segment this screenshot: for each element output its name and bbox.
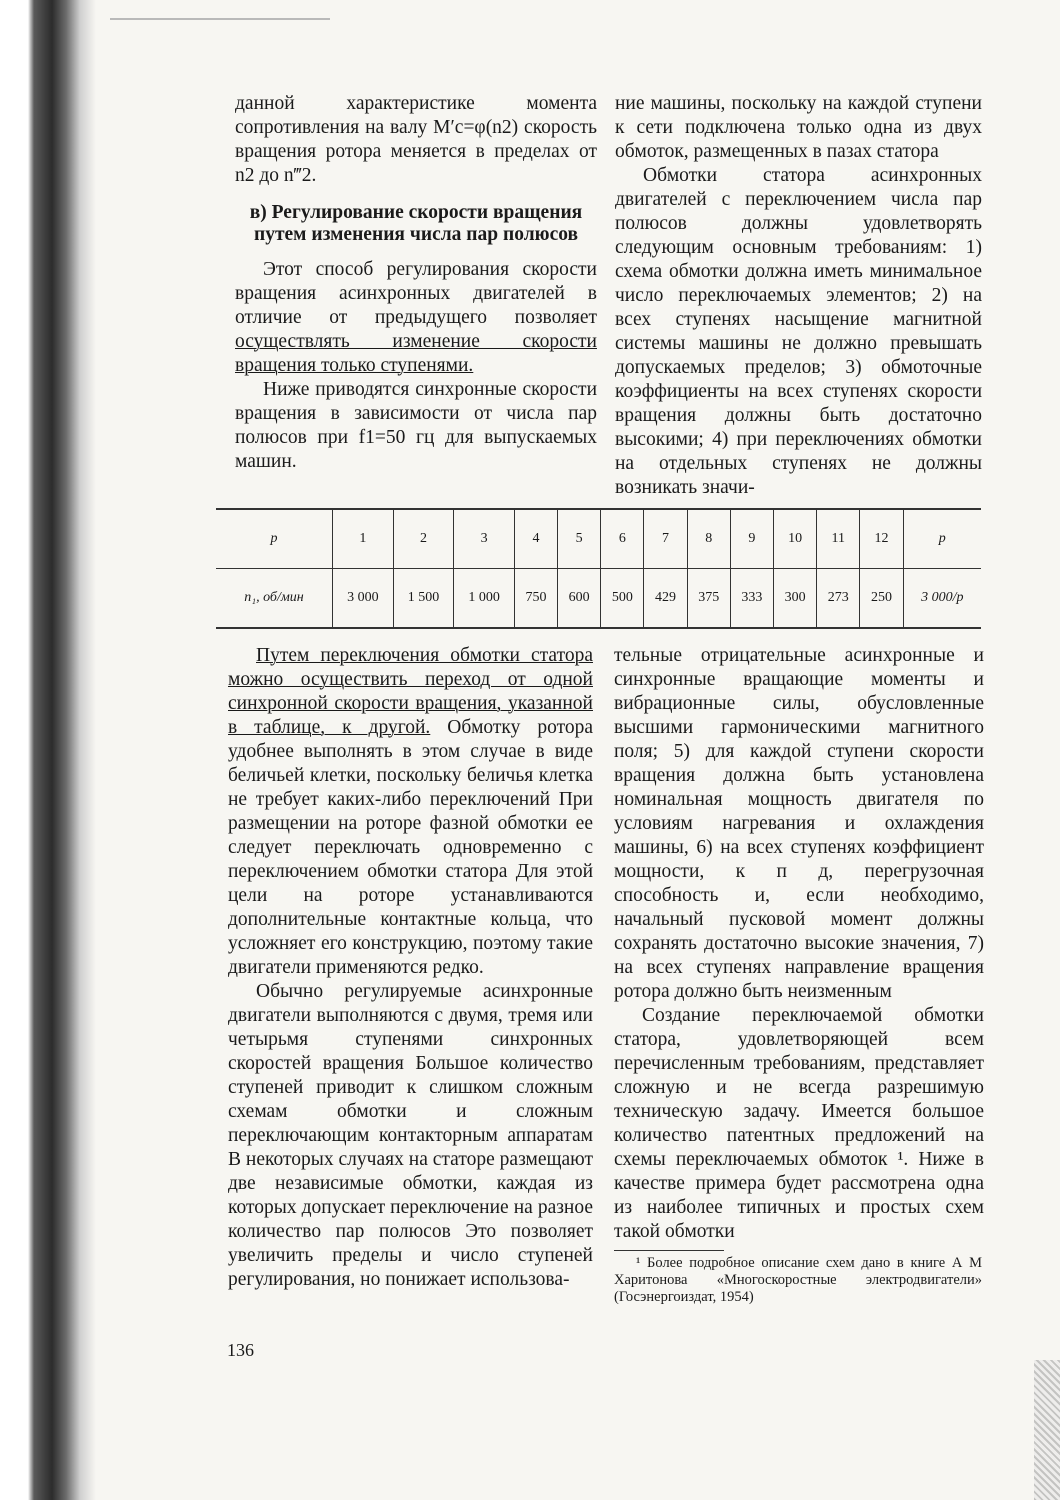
row-label: n₁, об/мин — [216, 569, 333, 629]
table-cell: 375 — [687, 569, 730, 629]
paragraph: данной характеристике момента сопротивления на валу M′c=φ(n2) скорость вращения ротора меняется в пределах от n2 до n‴2. — [235, 93, 597, 186]
table-cell: 333 — [730, 569, 773, 629]
table-cell: p — [903, 509, 981, 569]
table-cell: 429 — [644, 569, 687, 629]
table-cell: 750 — [514, 569, 557, 629]
page-number: 136 — [227, 1340, 254, 1360]
bottom-left-column — [228, 644, 593, 1292]
table-cell: 10 — [774, 509, 817, 569]
paragraph — [235, 258, 597, 378]
table-cell: 1 — [333, 509, 394, 569]
table-cell: 11 — [817, 509, 860, 569]
footnote: ¹ Более подробное описание схем дано в книге А М Харитонова «Многоскоростные электродвигатели» (Госэнергоиздат, 1954) — [614, 1255, 982, 1305]
paragraph: тельные отрицательные асинхронные и синхронные вращающие моменты и вибрационные силы, обусловленные высшими гармоническими магнитного поля; 5) для каждой ступени скорости вращения должна быть установлена номинальная мощность двигателя по условиям нагревания и охлаждения машины, 6) на всех ступенях коэффициент мощности, к п д, перегрузочная способность и, если необходимо, начальный пусковой момент должны сохранять достаточно высокие значения, 7) на всех ступенях направление вращения ротора должно быть неизменным — [614, 645, 984, 1002]
row-label: p — [216, 509, 333, 569]
table-cell: 1 000 — [454, 569, 515, 629]
table-row — [216, 509, 981, 569]
paragraph-text: Обмотку ротора удобнее выполнять в этом случае в виде беличьей клетки, поскольку беличья клетка не требует каких-либо переключений При размещении на роторе фазной обмотки ее следует переключать одновременно с переключением обмотки статора Для этой цели на роторе устанавливаются дополнительные контактные кольца, что усложняет его конструкцию, поэтому такие двигатели применяются редко. — [228, 717, 593, 978]
top-right-column — [615, 92, 982, 500]
section-heading: в) Регулирование скорости вращения путем изменения числа пар полюсов — [249, 202, 583, 245]
paragraph: Обмотки статора асинхронных двигателей с переключением числа пар полюсов должны удовлетворять следующим основным требованиям: 1) схема обмотки должна иметь минимальное число переключаемых элементов; 2) на всех ступенях насыщение магнитной системы машины не должно превышать допускаемых пределов; 3) обмоточные коэффициенты на всех ступенях скорости вращения должны быть достаточно высокими; 4) при переключениях обмотки на отдельных ступенях не должны возникать значи- — [615, 165, 982, 498]
underlined-text: Путем переключения обмотки статора можно осуществить переход от одной синхронной скорости вращения, указанной в таблице, к другой. — [228, 645, 593, 738]
table-cell: 6 — [601, 509, 644, 569]
scan-speckle — [1034, 1360, 1060, 1500]
table-cell: 7 — [644, 509, 687, 569]
paragraph: Создание переключаемой обмотки статора, удовлетворяющей всем перечисленным требованиям, представляет сложную и не всегда разрешимую техническую задачу. Имеется большое количество патентных предложений на схемы переключаемых обмоток ¹. Ниже в качестве примера будет рассмотрена одна из наиболее типичных и простых схем такой обмотки — [614, 1005, 984, 1242]
table-cell: 2 — [393, 509, 454, 569]
table-cell: 5 — [558, 509, 601, 569]
table-cell: 12 — [860, 509, 903, 569]
paragraph: ние машины, поскольку на каждой ступени к сети подключена только одна из двух обмоток, размещенных в пазах статора — [615, 93, 982, 162]
underlined-text: осуществлять изменение скорости вращения только ступенями. — [235, 331, 597, 376]
table-cell: 3 — [454, 509, 515, 569]
paragraph: Обычно регулируемые асинхронные двигатели выполняются с двумя, тремя или четырьмя ступенями синхронных скоростей вращения Большое количество ступеней приводит к слишком сложным схемам обмотки и сложным переключающим контакторным аппаратам В некоторых случаях на статоре размещают две независимые обмотки, каждая из которых допускает переключение на разное количество пар полюсов Это позволяет увеличить пределы и число ступеней регулирования, но понижает использова- — [228, 981, 593, 1290]
scan-smudge — [110, 18, 330, 20]
table-cell: 500 — [601, 569, 644, 629]
paragraph-text: Этот способ регулирования скорости вращения асинхронных двигателей в отличие от предыдущего позволяет — [235, 259, 597, 328]
table-cell: 9 — [730, 509, 773, 569]
table-cell: 8 — [687, 509, 730, 569]
top-left-column — [235, 92, 597, 474]
table-cell: 273 — [817, 569, 860, 629]
footnote-divider — [614, 1250, 724, 1251]
table-cell: 600 — [558, 569, 601, 629]
table-cell: 3 000 — [333, 569, 394, 629]
speed-table — [216, 508, 981, 629]
table-cell: 300 — [774, 569, 817, 629]
table-cell: 3 000/p — [903, 569, 981, 629]
scan-binding-edge — [0, 0, 96, 1500]
table-cell: 1 500 — [393, 569, 454, 629]
paragraph: Ниже приводятся синхронные скорости вращения в зависимости от числа пар полюсов при f1=50 гц для выпускаемых машин. — [235, 379, 597, 472]
paragraph — [228, 644, 593, 980]
table-cell: 4 — [514, 509, 557, 569]
bottom-right-column — [614, 644, 984, 1244]
table-row — [216, 569, 981, 629]
table-cell: 250 — [860, 569, 903, 629]
